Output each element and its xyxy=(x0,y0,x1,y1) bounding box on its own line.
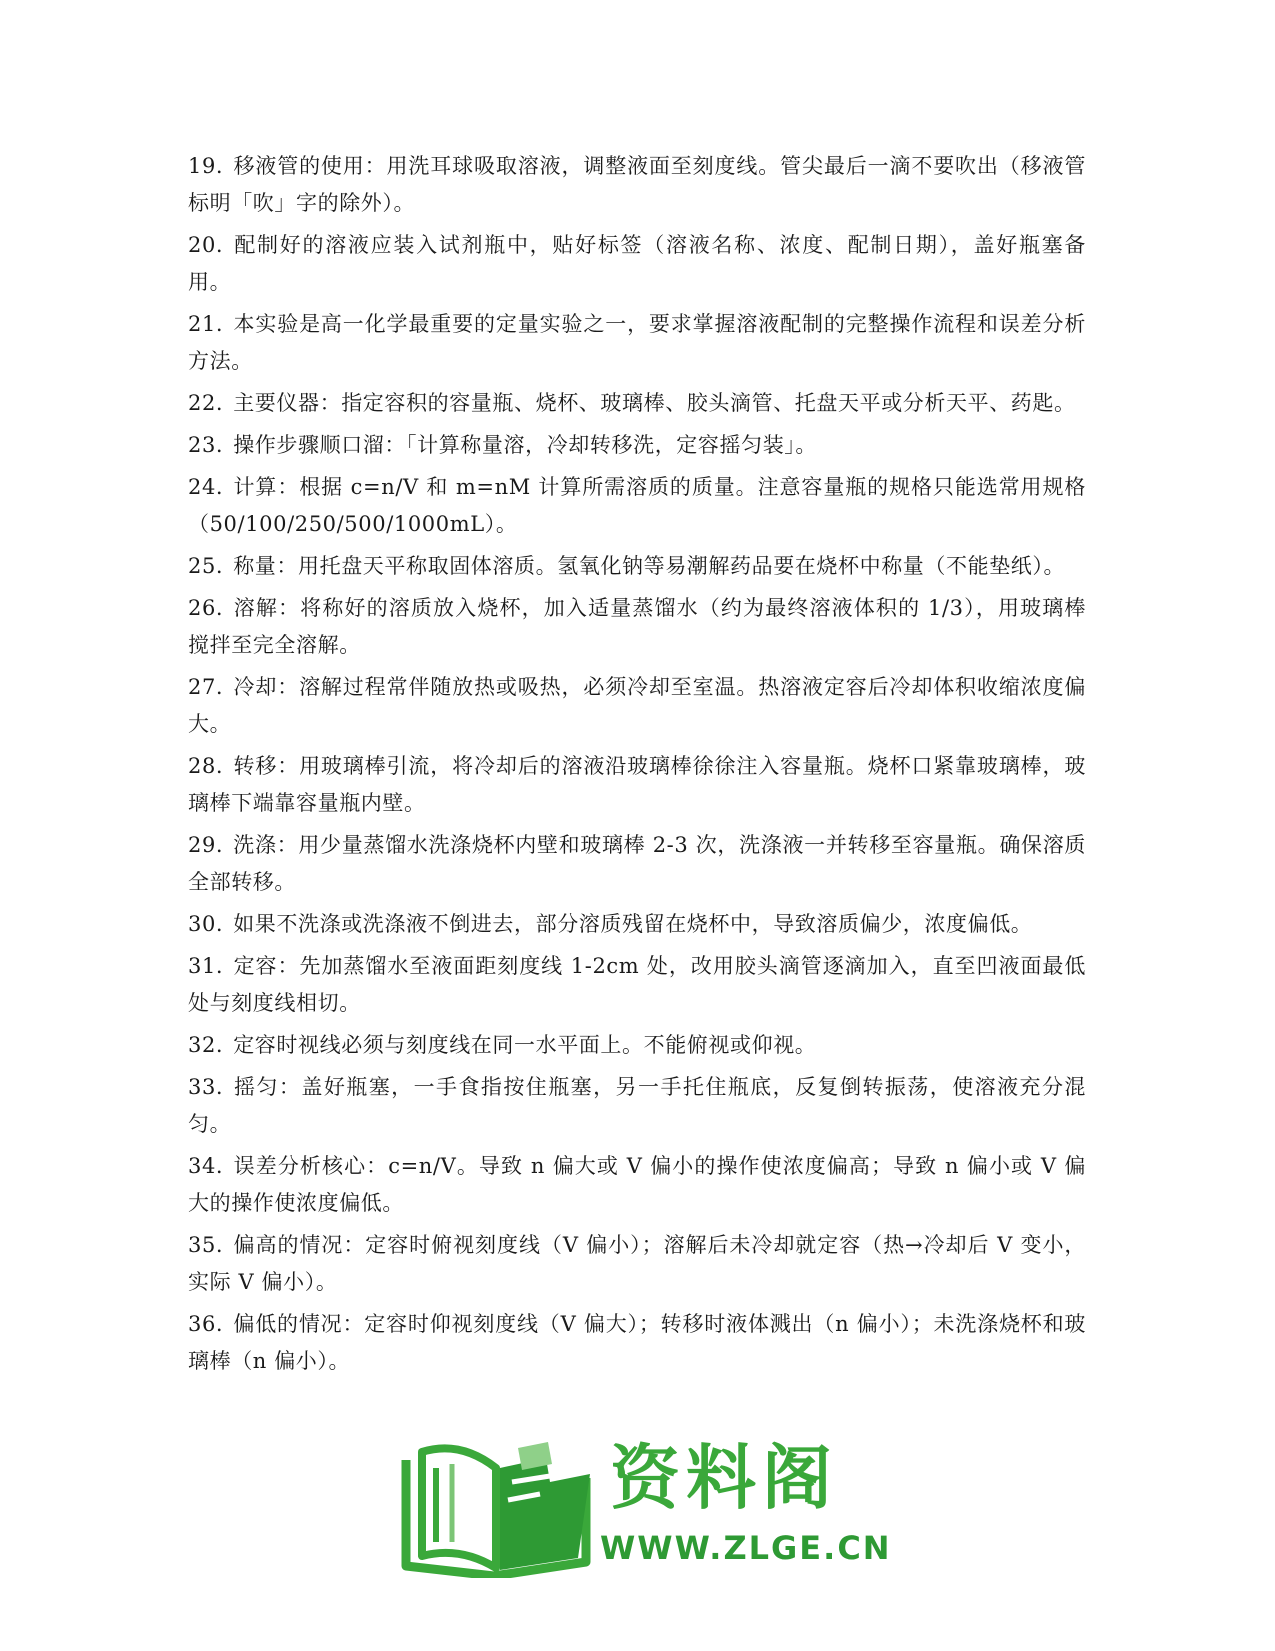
item-text: 配制好的溶液应装入试剂瓶中，贴好标签（溶液名称、浓度、配制日期），盖好瓶塞备用。 xyxy=(188,233,1086,294)
list-item xyxy=(188,669,1086,743)
item-number: 29. xyxy=(188,833,224,857)
item-text: 洗涤：用少量蒸馏水洗涤烧杯内壁和玻璃棒 2-3 次，洗涤液一并转移至容量瓶。确保溶质全部转移。 xyxy=(188,833,1086,894)
list-item xyxy=(188,148,1086,222)
item-number: 30. xyxy=(188,912,224,936)
list-item xyxy=(188,1227,1086,1301)
item-number: 35. xyxy=(188,1233,224,1257)
item-number: 24. xyxy=(188,475,224,499)
watermark-logo xyxy=(400,1437,892,1578)
item-number: 20. xyxy=(188,233,224,257)
item-number: 21. xyxy=(188,312,224,336)
item-number: 26. xyxy=(188,596,224,620)
item-number: 23. xyxy=(188,433,224,457)
item-number: 22. xyxy=(188,391,224,415)
list-item xyxy=(188,306,1086,380)
item-text: 溶解：将称好的溶质放入烧杯，加入适量蒸馏水（约为最终溶液体积的 1/3），用玻璃棒搅拌至完全溶解。 xyxy=(188,596,1086,657)
item-text: 摇匀：盖好瓶塞，一手食指按住瓶塞，另一手托住瓶底，反复倒转振荡，使溶液充分混匀。 xyxy=(188,1075,1086,1136)
item-number: 34. xyxy=(188,1154,224,1178)
book-icon xyxy=(400,1438,600,1578)
watermark-title: 资料阁 xyxy=(610,1437,838,1519)
list-item xyxy=(188,427,1086,464)
list-item xyxy=(188,469,1086,543)
list-item xyxy=(188,827,1086,901)
item-text: 误差分析核心：c=n/V。导致 n 偏大或 V 偏小的操作使浓度偏高；导致 n 偏小或 V 偏大的操作使浓度偏低。 xyxy=(188,1154,1086,1215)
item-text: 定容：先加蒸馏水至液面距刻度线 1-2cm 处，改用胶头滴管逐滴加入，直至凹液面最低处与刻度线相切。 xyxy=(188,954,1086,1015)
list-item xyxy=(188,385,1086,422)
item-text: 如果不洗涤或洗涤液不倒进去，部分溶质残留在烧杯中，导致溶质偏少，浓度偏低。 xyxy=(233,912,1033,936)
item-text: 冷却：溶解过程常伴随放热或吸热，必须冷却至室温。热溶液定容后冷却体积收缩浓度偏大。 xyxy=(188,675,1086,736)
list-item xyxy=(188,1027,1086,1064)
list-item xyxy=(188,1069,1086,1143)
item-text: 定容时视线必须与刻度线在同一水平面上。不能俯视或仰视。 xyxy=(233,1033,817,1057)
list-item xyxy=(188,227,1086,301)
item-number: 25. xyxy=(188,554,224,578)
list-item xyxy=(188,590,1086,664)
item-text: 偏高的情况：定容时俯视刻度线（V 偏小）；溶解后未冷却就定容（热→冷却后 V 变小，实际 V 偏小）。 xyxy=(188,1233,1086,1294)
document-body xyxy=(188,148,1086,1385)
item-text: 操作步骤顺口溜：「计算称量溶，冷却转移洗，定容摇匀装」。 xyxy=(233,433,818,457)
list-item xyxy=(188,948,1086,1022)
watermark-url: WWW.ZLGE.CN xyxy=(600,1529,892,1567)
item-number: 31. xyxy=(188,954,224,978)
list-item xyxy=(188,748,1086,822)
list-item xyxy=(188,548,1086,585)
item-number: 27. xyxy=(188,675,224,699)
item-text: 移液管的使用：用洗耳球吸取溶液，调整液面至刻度线。管尖最后一滴不要吹出（移液管标明「吹」字的除外）。 xyxy=(188,154,1086,215)
item-number: 36. xyxy=(188,1312,224,1336)
item-number: 33. xyxy=(188,1075,224,1099)
item-text: 称量：用托盘天平称取固体溶质。氢氧化钠等易潮解药品要在烧杯中称量（不能垫纸）。 xyxy=(233,554,1066,578)
list-item xyxy=(188,1306,1086,1380)
item-number: 32. xyxy=(188,1033,224,1057)
list-item xyxy=(188,906,1086,943)
item-number: 28. xyxy=(188,754,224,778)
list-item xyxy=(188,1148,1086,1222)
item-text: 计算：根据 c=n/V 和 m=nM 计算所需溶质的质量。注意容量瓶的规格只能选常用规格（50/100/250/500/1000mL）。 xyxy=(188,475,1086,536)
item-text: 主要仪器：指定容积的容量瓶、烧杯、玻璃棒、胶头滴管、托盘天平或分析天平、药匙。 xyxy=(233,391,1076,415)
item-text: 偏低的情况：定容时仰视刻度线（V 偏大）；转移时液体溅出（n 偏小）；未洗涤烧杯和玻璃棒（n 偏小）。 xyxy=(188,1312,1086,1373)
item-text: 转移：用玻璃棒引流，将冷却后的溶液沿玻璃棒徐徐注入容量瓶。烧杯口紧靠玻璃棒，玻璃棒下端靠容量瓶内壁。 xyxy=(188,754,1086,815)
item-text: 本实验是高一化学最重要的定量实验之一，要求掌握溶液配制的完整操作流程和误差分析方法。 xyxy=(188,312,1086,373)
item-number: 19. xyxy=(188,154,224,178)
